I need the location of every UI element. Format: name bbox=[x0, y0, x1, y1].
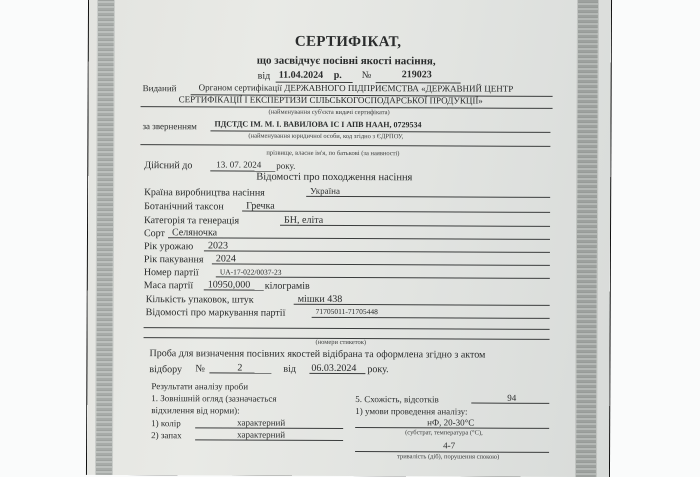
duration-caption: тривалість (діб), порушення спокою) bbox=[397, 453, 500, 461]
batch-mass-value: 10950,000 bbox=[207, 279, 251, 291]
smell-value: характерний bbox=[237, 429, 286, 440]
applicant-caption: (найменування юридичної особи, код згідно з ЄДРПОУ, bbox=[248, 132, 404, 141]
color-label: 1) колір bbox=[151, 418, 181, 429]
issued-by-line2: СЕРТИФІКАЦІЇ І ЕКСПЕРТИЗИ СІЛЬСЬКОГОСПОДАРСЬКОЇ ПРОДУКЦІЇ» bbox=[178, 94, 483, 106]
country-value: Україна bbox=[310, 185, 340, 196]
appearance-label: 1. Зовнішній огляд (зазначається bbox=[151, 393, 277, 404]
conditions-value: нФ, 20-30°С bbox=[427, 417, 475, 428]
category-value: БН, еліта bbox=[284, 214, 324, 226]
certificate-subtitle: що засвідчує посівні якості насіння, bbox=[256, 54, 436, 68]
certificate-title: СЕРТИФІКАТ, bbox=[294, 33, 402, 51]
name-caption: прізвище, власне ім'я, по батькові (за наявності) bbox=[266, 149, 400, 158]
taxon-value: Гречка bbox=[246, 200, 275, 212]
act-date-prefix: від bbox=[283, 363, 297, 375]
act-number: 2 bbox=[237, 362, 243, 374]
stickers-caption: (номери стикеток) bbox=[315, 338, 367, 347]
issued-label: Виданий bbox=[142, 83, 177, 94]
duration-value: 4-7 bbox=[443, 440, 456, 451]
applicant-label: за зверненням bbox=[142, 121, 197, 132]
certificate-number: 219023 bbox=[401, 69, 432, 81]
issued-by-line1: Органом сертифікації ДЕРЖАВНОГО ПІДПРИЄМСТВА «ДЕРЖАВНИЙ ЦЕНТР bbox=[198, 82, 514, 94]
marking-value: 71705011-71705448 bbox=[315, 306, 378, 317]
harvest-year-value: 2023 bbox=[207, 240, 228, 252]
act-date: 06.03.2024 bbox=[311, 362, 357, 375]
taxon-label: Ботанічний таксон bbox=[144, 201, 224, 213]
batch-number-label: Номер партії bbox=[143, 267, 199, 279]
batch-mass-label: Маса партії bbox=[143, 280, 194, 292]
appearance-label-2: відхилення від норми): bbox=[151, 405, 240, 416]
batch-mass-unit: кілограмів bbox=[264, 280, 310, 292]
certificate-date: 11.04.2024 bbox=[278, 69, 324, 81]
packing-year-label: Рік пакування bbox=[143, 254, 204, 266]
packages-label: Кількість упаковок, штук bbox=[145, 294, 254, 306]
color-value: характерний bbox=[237, 417, 286, 428]
valid-label: Дійсний до bbox=[144, 160, 193, 172]
valid-until: 13. 07. 2024 bbox=[216, 159, 262, 170]
date-prefix: від bbox=[257, 70, 271, 82]
conditions-label: 1) умови проведення аналізу: bbox=[355, 406, 468, 417]
issued-by-caption: (найменування суб'єкта видачі сертифіката) bbox=[268, 108, 390, 117]
germination-value: 94 bbox=[507, 392, 517, 403]
smell-label: 2) запах bbox=[151, 430, 182, 441]
sample-text: Проба для визначення посівних якостей відібрана та оформлена згідно з актом bbox=[149, 348, 486, 361]
number-prefix: № bbox=[361, 70, 372, 82]
results-heading: Результати аналізу проби bbox=[151, 381, 249, 392]
variety-value: Селяночка bbox=[171, 227, 218, 239]
origin-heading: Відомості про походження насіння bbox=[256, 171, 413, 184]
marking-label: Відомості про маркування партії bbox=[145, 307, 286, 319]
date-suffix: р. bbox=[333, 69, 342, 81]
variety-label: Сорт bbox=[143, 228, 165, 240]
valid-suffix: року. bbox=[276, 160, 296, 171]
packages-value: мішки 438 bbox=[297, 293, 343, 305]
conditions-caption: (субстрат, температура (°С), bbox=[405, 429, 483, 437]
act-date-suffix: року. bbox=[367, 364, 389, 376]
applicant: ПДСТДС ІМ. М. І. ВАВИЛОВА ІС І АПВ НААН, 0729534 bbox=[214, 119, 422, 130]
certificate-paper bbox=[87, 0, 611, 477]
harvest-year-label: Рік урожаю bbox=[143, 241, 194, 253]
germination-label: 5. Схожість, відсотків bbox=[355, 394, 439, 405]
batch-number-value: UA-17-022/0037-23 bbox=[219, 267, 282, 277]
country-label: Країна виробництва насіння bbox=[144, 187, 265, 199]
category-label: Категорія та генерація bbox=[144, 215, 240, 227]
act-no-prefix: № bbox=[195, 363, 205, 375]
act-label: відбору bbox=[149, 364, 182, 376]
packing-year-value: 2024 bbox=[215, 253, 236, 265]
